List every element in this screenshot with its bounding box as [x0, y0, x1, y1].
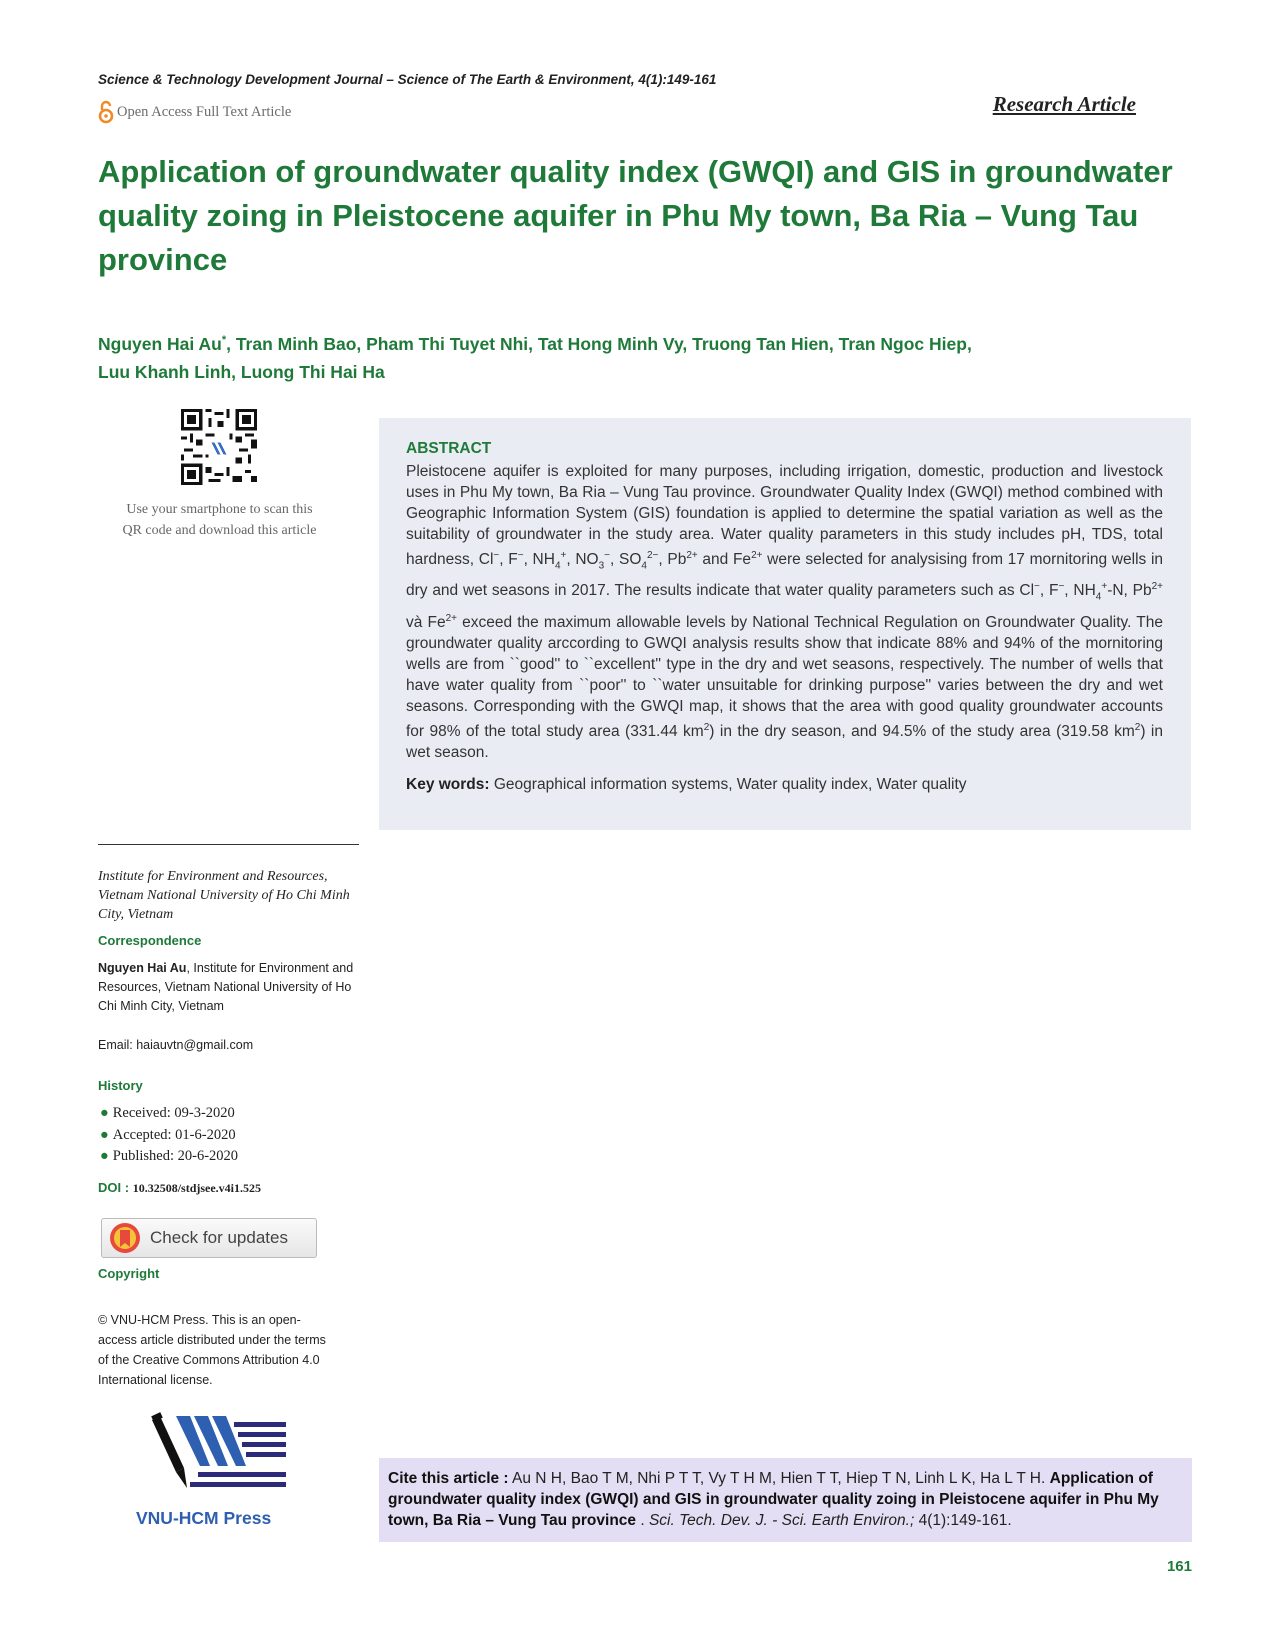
corresponding-mark: *: [221, 334, 227, 346]
author-link[interactable]: Nguyen Hai Au: [98, 333, 222, 354]
copyright-heading: Copyright: [98, 1266, 160, 1281]
qr-caption-line2: QR code and download this article: [122, 523, 317, 538]
correspondence-heading: Correspondence: [98, 933, 202, 948]
keywords: [406, 776, 967, 794]
page-number: 161: [1166, 1558, 1192, 1575]
journal-header: Science & Technology Development Journal – Science of The Earth & Environment, 4(1):149-161: [98, 72, 717, 87]
author-list: [98, 326, 1178, 386]
press-name: VNU-HCM Press: [136, 1508, 272, 1528]
history-published: ● Published: 20-6-2020: [100, 1148, 239, 1164]
history-accepted: ● Accepted: 01-6-2020: [100, 1126, 236, 1143]
bookmark-icon: [108, 1221, 142, 1255]
history-heading: History: [98, 1078, 143, 1093]
correspondence-name: Nguyen Hai Au: [98, 961, 187, 975]
correspondence-text: [98, 959, 363, 1016]
author-list-line2: Luu Khanh Linh, Luong Thi Hai Ha: [98, 361, 385, 382]
press-logo: [138, 1410, 288, 1510]
correspondence-affiliation: , Institute for Environment and Resources, Vietnam National University of Ho Chi Minh City, Vietnam: [98, 961, 354, 1013]
cite-volume: 4(1):149-161.: [914, 1512, 1012, 1529]
cite-box: [379, 1458, 1192, 1542]
history-received: ● Received: 09-3-2020: [100, 1105, 235, 1121]
cite-journal: Sci. Tech. Dev. J. - Sci. Earth Environ.;: [648, 1512, 915, 1529]
qr-code[interactable]: [181, 409, 257, 485]
check-for-updates-label: Check for updates: [150, 1228, 288, 1247]
open-access-text: Open Access Full Text Article: [117, 103, 292, 120]
cite-authors: Au N H, Bao T M, Nhi P T T, Vy T H M, Hien T T, Hiep T N, Linh L K, Ha L T H.: [508, 1470, 1050, 1487]
open-access-icon: [98, 100, 114, 124]
check-for-updates-button[interactable]: [101, 1218, 317, 1258]
qr-caption-line1: Use your smartphone to scan this: [126, 502, 313, 517]
abstract-box: [379, 418, 1191, 830]
open-access-label: [98, 100, 291, 124]
article-type: Research Article: [992, 92, 1136, 116]
qr-caption: [98, 499, 341, 541]
cite-label: Cite this article :: [388, 1470, 509, 1487]
doi-link[interactable]: 10.32508/stdjsee.v4i1.525: [132, 1181, 262, 1195]
abstract-text: Pleistocene aquifer is exploited for many purposes, including irrigation, domestic, production and livestock uses in Phu My town, Ba Ria – Vung Tau province. Groundwater Quality Index (GWQI) method combined with Geographic Information System (GIS) foundation is applied to determine the spatial variation as well as the suitability of groundwater in the study area. Water quality parameters in this study includes pH, TDS, total hardness, Cl−, F−, $NH_4^+$, $NO_3^-$, $SO_4^{2-}$, $Pb^{2+}$ and $Fe^{2+}$ were selected for analysising from 17 mornitoring wells in dry and wet seasons in 2017. The results indicate that water quality parameters such as Cl−, F−, $NH_4^+-N$, $Pb^{2+}$ và $Fe^{2+}$ exceed the maximum allowable levels by National Technical Regulation on Groundwater Quality. The groundwater quality arccording to GWQI analysis results show that indicate 88% and 94% of the mornitoring wells are from ``good'' to ``excellent'' type in the dry and wet seasons, respectively. The number of wells that have water quality from ``poor'' to ``water unsuitable for drinking purpose'' varies between the dry and wet seasons. Corresponding with the GWQI map, it shows that the area with good quality groundwater accounts for 98% of the total study area (331.44 $km^2$) in the dry season, and 94.5% of the study area (319.58 $km^2$) in wet season.: [406, 463, 1164, 761]
doi-label: DOI :: [98, 1180, 130, 1195]
cite-title: Application of groundwater quality index (GWQI) and GIS in groundwater quality zoing in Pleistocene aquifer in Phu My town, Ba Ria – Vung Tau province: [388, 1470, 1159, 1529]
keywords-text: Geographical information systems, Water quality index, Water quality: [493, 776, 967, 793]
sidebar-divider: [98, 844, 359, 845]
keywords-label: Key words:: [406, 776, 490, 793]
author-list-line1: , Tran Minh Bao, Pham Thi Tuyet Nhi, Tat Hong Minh Vy, Truong Tan Hien, Tran Ngoc Hiep,: [226, 333, 972, 354]
email-link[interactable]: Email: haiauvtn@gmail.com: [98, 1038, 254, 1052]
citation: Cite this article : Au N H, Bao T M, Nhi P T T, Vy T H M, Hien T T, Hiep T N, Linh L K, Ha L T H. Application of groundwater quality index (GWQI) and GIS in groundwater quality zoing in Pleistocene aquifer in Phu My town, Ba Ria – Vung Tau province . Sci. Tech. Dev. J. - Sci. Earth Environ.; 4(1):149-161.: [388, 1470, 1159, 1529]
history-list: [100, 1103, 238, 1168]
abstract-heading: ABSTRACT: [406, 440, 492, 457]
institution: Institute for Environment and Resources, Vietnam National University of Ho Chi Minh City, Vietnam: [98, 869, 350, 922]
article-title: Application of groundwater quality index (GWQI) and GIS in groundwater quality zoing in Pleistocene aquifer in Phu My town, Ba Ria – Vung Tau province: [98, 154, 1173, 277]
copyright-text: © VNU-HCM Press. This is an open-access article distributed under the terms of the Creative Commons Attribution 4.0 International license.: [98, 1313, 326, 1387]
doi: [98, 1180, 261, 1196]
